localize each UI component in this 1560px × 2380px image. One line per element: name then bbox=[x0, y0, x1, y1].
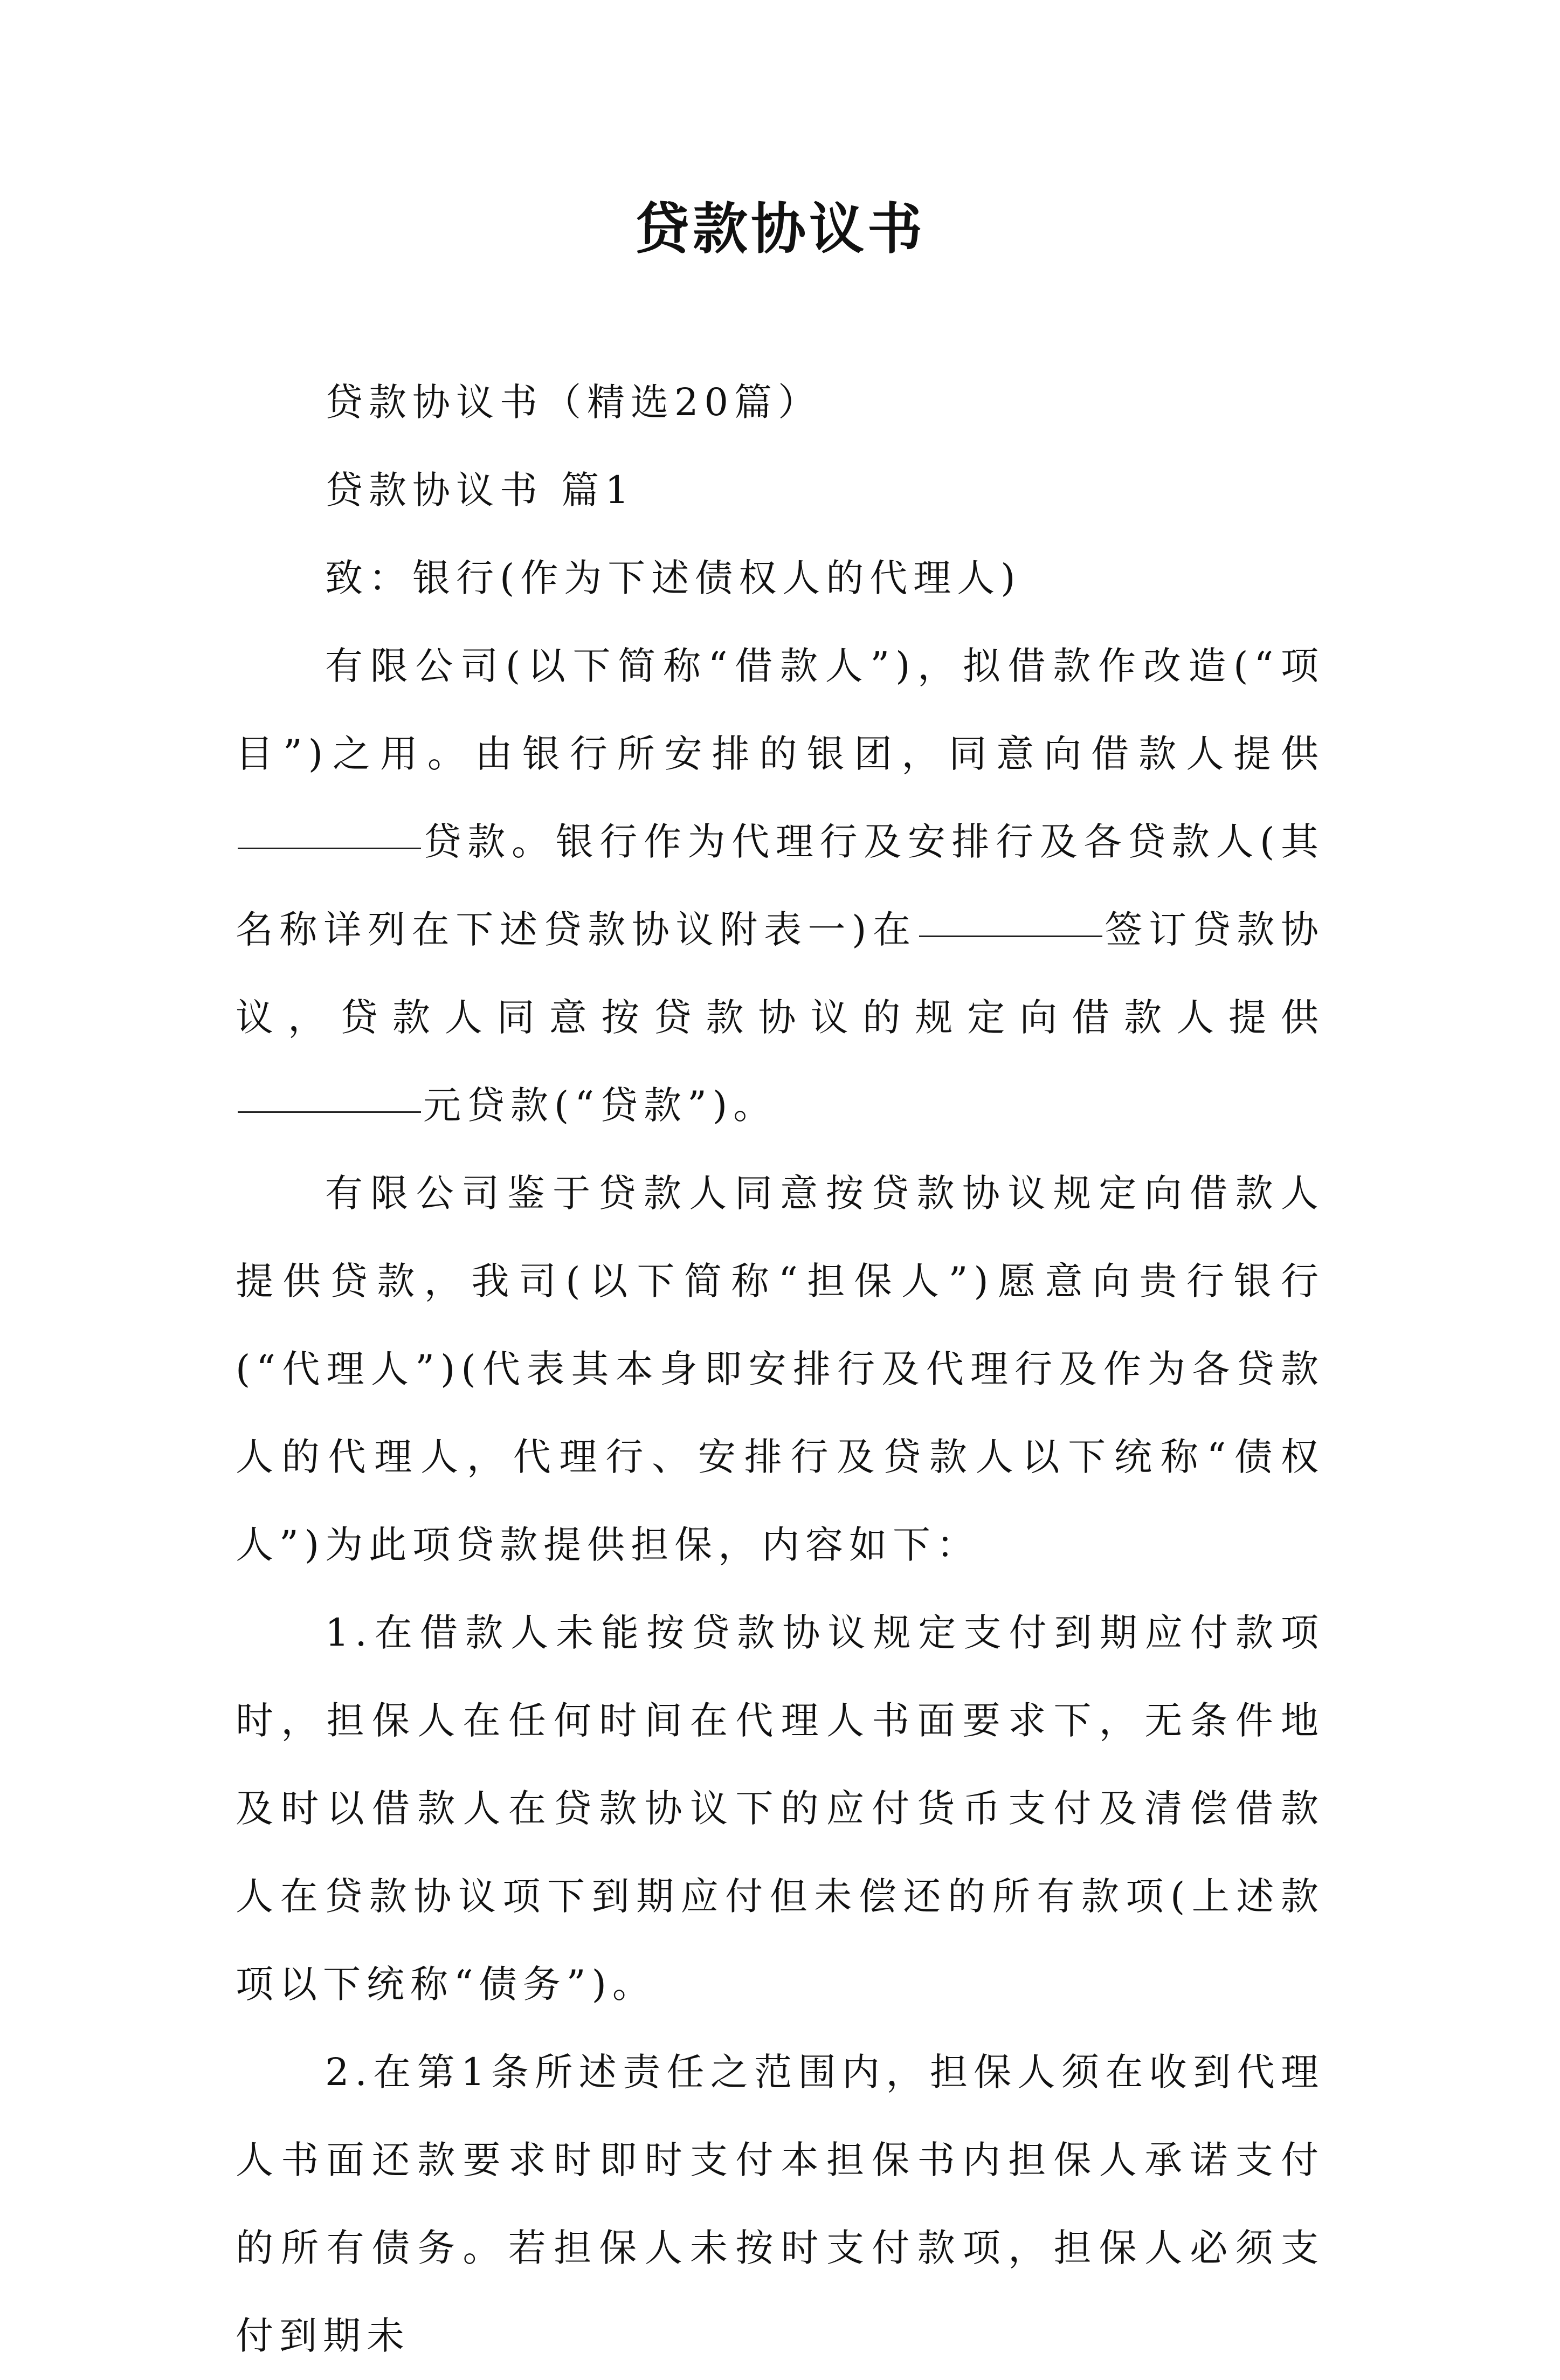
paragraph-text: 元贷款(“贷款”)。 bbox=[423, 1083, 777, 1127]
fill-in-blank bbox=[238, 847, 421, 849]
document-title: 贷款协议书 bbox=[634, 197, 926, 262]
document-body bbox=[236, 359, 1324, 2380]
paragraph-text: 有限公司(以下简称“借款人”)，拟借款作改造(“项目”)之用。由银行所安排的银团，同意向借款人提供 bbox=[236, 644, 1324, 776]
paragraph-loan-intro bbox=[236, 622, 1324, 1150]
fill-in-blank bbox=[919, 935, 1102, 937]
addressee-line: 致：银行(作为下述债权人的代理人) bbox=[325, 556, 1021, 600]
section-heading: 贷款协议书 篇1 bbox=[325, 468, 635, 512]
subtitle-line: 贷款协议书（精选20篇） bbox=[325, 380, 822, 424]
paragraph-text: 贷款。银行作为代理行及安排行及各贷款人(其名称详列在下述贷款协议附表一)在 bbox=[236, 820, 1324, 952]
clause-1: 1.在借款人未能按贷款协议规定支付到期应付款项时，担保人在任何时间在代理人书面要求下，无条件地及时以借款人在贷款协议下的应付货币支付及清偿借款人在贷款协议项下到期应付但未偿还的所有款项(上述款项以下统称“债务”)。 bbox=[236, 1611, 1324, 2006]
paragraph-guarantee-intro: 有限公司鉴于贷款人同意按贷款协议规定向借款人提供贷款，我司(以下简称“担保人”)愿意向贵行银行(“代理人”)(代表其本身即安排行及代理行及作为各贷款人的代理人，代理行、安排行及贷款人以下统称“债权人”)为此项贷款提供担保，内容如下： bbox=[236, 1171, 1324, 1567]
clause-2: 2.在第1条所述责任之范围内，担保人须在收到代理人书面还款要求时即时支付本担保书内担保人承诺支付的所有债务。若担保人未按时支付款项，担保人必须支付到期未 bbox=[236, 2050, 1324, 2358]
paragraph-text: 签订贷款协议，贷款人同意按贷款协议的规定向借款人提供 bbox=[236, 907, 1325, 1040]
fill-in-blank bbox=[238, 1111, 421, 1113]
